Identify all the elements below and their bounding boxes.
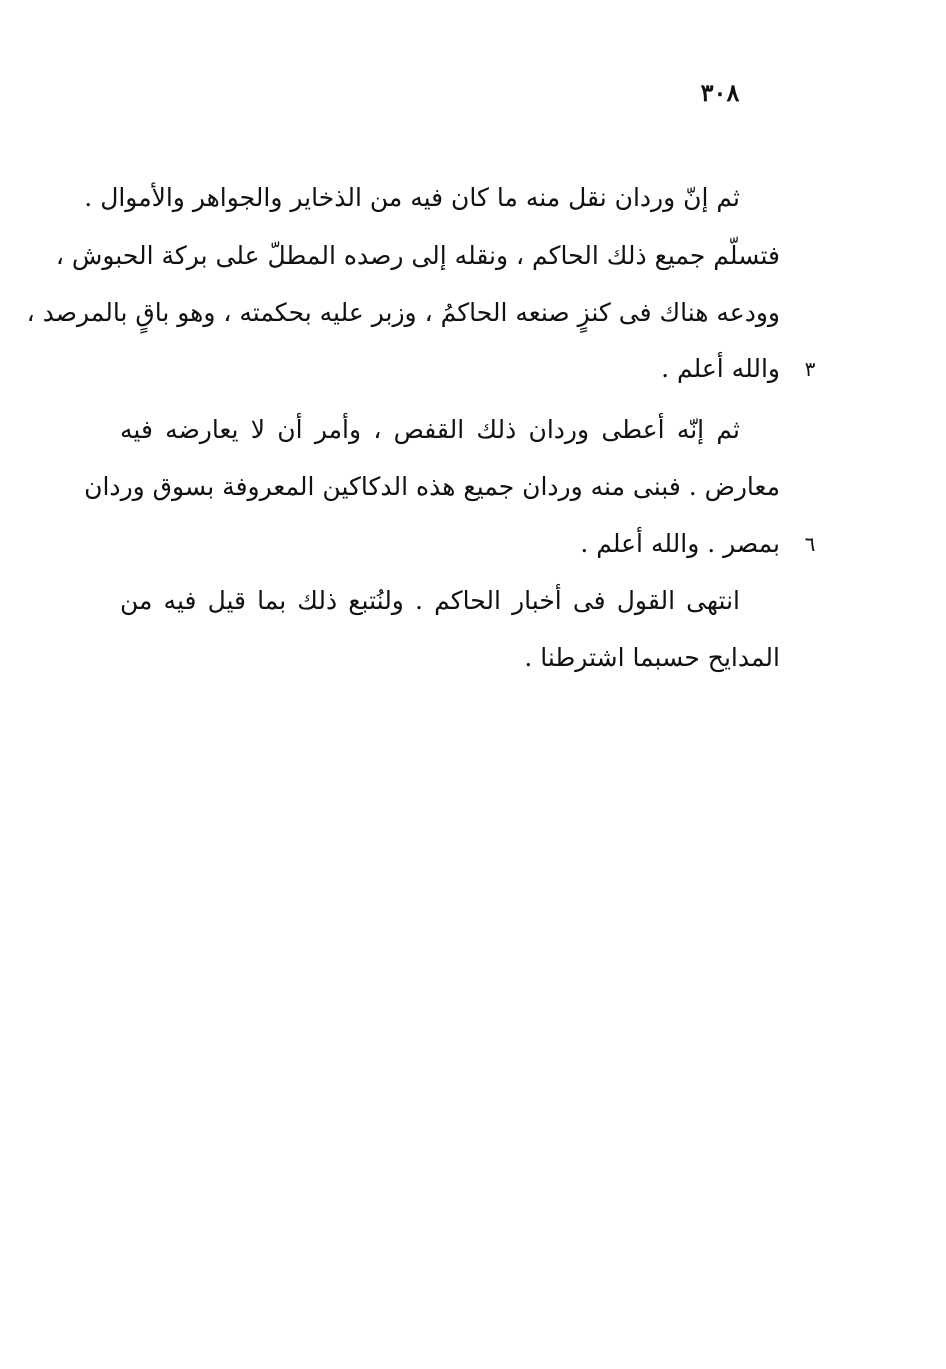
text-line: انتهى القول فى أخبار الحاكم . ولنُتبع ذلك بما قيل فيه من — [120, 586, 740, 615]
text-line: ثم إنّه أعطى وردان ذلك القفص ، وأمر أن لا يعارضه فيه — [120, 415, 740, 444]
text-line: وودعه هناك فى كنزٍ صنعه الحاكمُ ، وزبر عليه بحكمته ، وهو باقٍ بالمرصد ، — [26, 298, 780, 327]
text-line: فتسلّم جميع ذلك الحاكم ، ونقله إلى رصده المطلّ على بركة الحبوش ، — [55, 241, 780, 270]
text-line: بمصر . والله أعلم . — [580, 529, 780, 558]
text-line: ثم إنّ وردان نقل منه ما كان فيه من الذخاير والجواهر والأموال . — [84, 183, 740, 212]
line-number-marker: ٦ — [804, 532, 816, 556]
text-line: معارض . فبنى منه وردان جميع هذه الدكاكين المعروفة بسوق وردان — [84, 472, 780, 501]
page-number: ٣٠٨ — [700, 78, 740, 107]
text-line: المدايح حسبما اشترطنا . — [524, 643, 780, 672]
line-number-marker: ٣ — [804, 357, 816, 381]
text-line: والله أعلم . — [661, 354, 780, 383]
